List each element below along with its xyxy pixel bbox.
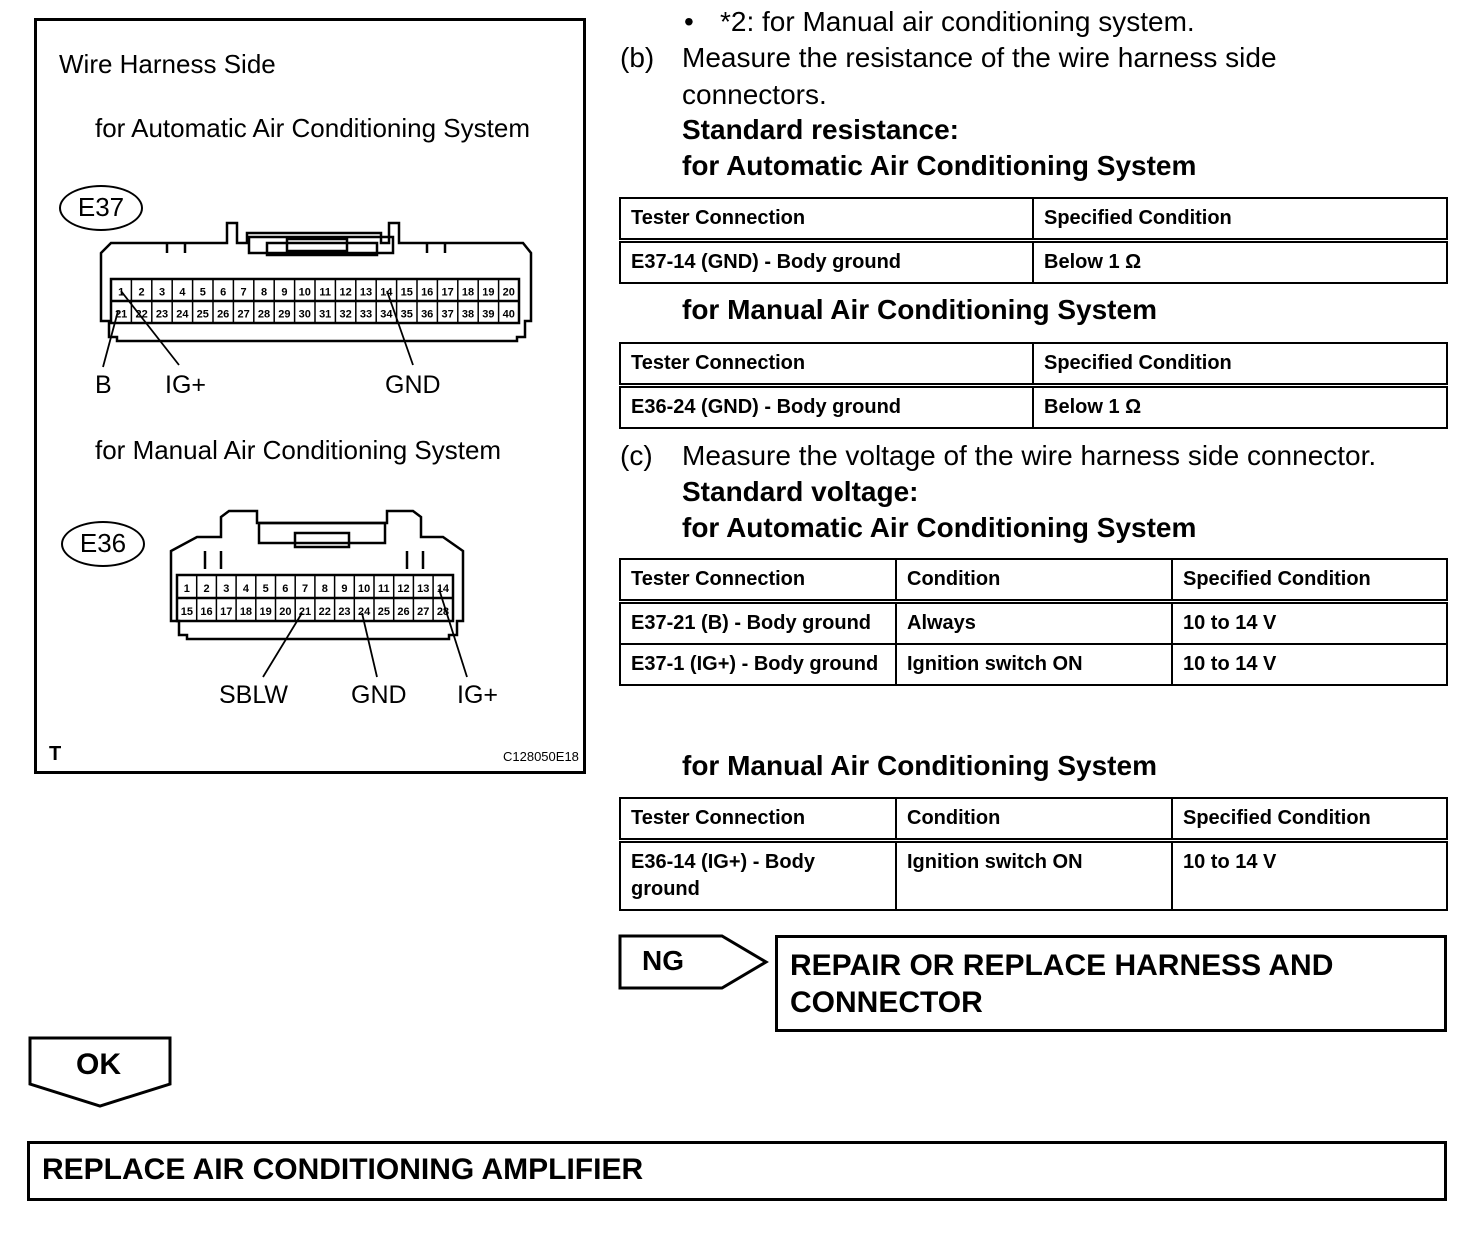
e36-pin-13: 13 xyxy=(417,583,430,596)
e36-pin-18: 18 xyxy=(239,606,253,619)
e37-pin-32: 32 xyxy=(339,308,352,321)
e36-pin-16: 16 xyxy=(200,606,213,619)
e37-pin-28: 28 xyxy=(257,308,271,321)
e37-pin-33: 33 xyxy=(359,308,373,321)
step-b-instruction: Measure the resistance of the wire harness side xyxy=(682,42,1277,73)
table-cell: Below 1 Ω xyxy=(1033,241,1447,284)
e37-gnd-label: GND xyxy=(385,371,441,399)
e36-pin-5: 5 xyxy=(262,583,269,596)
e36-pin-24: 24 xyxy=(358,606,371,619)
table-cell: Always xyxy=(896,602,1172,645)
table-row xyxy=(620,602,1447,645)
ng-action-line2: CONNECTOR xyxy=(790,986,983,1019)
table-header: Tester Connection xyxy=(620,343,1033,386)
diagram-auto-label: for Automatic Air Conditioning System xyxy=(95,113,530,143)
ok-label: OK xyxy=(76,1048,121,1081)
e36-pin-10: 10 xyxy=(358,583,371,596)
e36-pin-22: 22 xyxy=(318,606,331,619)
table-header: Tester Connection xyxy=(620,198,1033,241)
step-c-marker: (c) xyxy=(620,440,653,471)
e37-pin-29: 29 xyxy=(278,308,291,321)
table-row xyxy=(620,644,1447,685)
e36-pin-7: 7 xyxy=(301,583,309,596)
table-header: Condition xyxy=(896,798,1172,841)
e37-pin-26: 26 xyxy=(217,308,230,321)
table-cell: 10 to 14 V xyxy=(1172,841,1447,911)
e37-pin-22: 22 xyxy=(135,308,148,321)
e37-pin-6: 6 xyxy=(220,286,227,299)
resistance-auto-table xyxy=(619,197,1448,284)
e36-gnd-label: GND xyxy=(351,681,407,709)
note-text: *2: for Manual air conditioning system. xyxy=(720,6,1195,37)
ok-action-box: REPLACE AIR CONDITIONING AMPLIFIER xyxy=(27,1141,1447,1201)
e37-pin-37: 37 xyxy=(441,308,454,321)
e37-pin-2: 2 xyxy=(138,286,145,299)
e36-pin-26: 26 xyxy=(397,606,410,619)
e37-pin-3: 3 xyxy=(158,286,166,299)
voltage-manual-subheading: for Manual Air Conditioning System xyxy=(682,750,1157,781)
table-cell: Below 1 Ω xyxy=(1033,386,1447,429)
e37-connector-body xyxy=(101,223,531,341)
table-row xyxy=(620,841,1447,911)
e37-pin-34: 34 xyxy=(380,308,393,321)
e37-pin-40: 40 xyxy=(502,308,515,321)
table-header: Specified Condition xyxy=(1033,343,1447,386)
ng-arrow-icon xyxy=(616,932,772,994)
e37-pin-16: 16 xyxy=(421,286,434,299)
e37-pin-25: 25 xyxy=(196,308,209,321)
table-header: Tester Connection xyxy=(620,559,896,602)
leader-sblw xyxy=(263,613,302,677)
step-c-instruction: Measure the voltage of the wire harness side connector. xyxy=(682,440,1377,471)
diagram-corner-mark: T xyxy=(49,743,62,765)
e37-pin-7: 7 xyxy=(240,286,247,299)
connector-diagram xyxy=(34,18,586,774)
e36-pin-14: 14 xyxy=(436,583,450,596)
e37-pin-39: 39 xyxy=(482,308,495,321)
e36-ig-label: IG+ xyxy=(457,681,498,709)
e36-pin-19: 19 xyxy=(259,606,272,619)
step-b-marker: (b) xyxy=(620,42,655,73)
e37-connector-id: E37 xyxy=(59,185,143,231)
e36-pin-17: 17 xyxy=(220,606,233,619)
e36-pin-15: 15 xyxy=(180,606,193,619)
e37-pin-9: 9 xyxy=(281,286,288,299)
voltage-auto-subheading: for Automatic Air Conditioning System xyxy=(682,512,1197,543)
voltage-manual-table xyxy=(619,797,1448,911)
table-header: Specified Condition xyxy=(1172,559,1447,602)
e36-pin-25: 25 xyxy=(377,606,390,619)
e37-pin-24: 24 xyxy=(176,308,189,321)
e37-pin-20: 20 xyxy=(502,286,515,299)
e37-pin-31: 31 xyxy=(319,308,332,321)
e36-pin-20: 20 xyxy=(279,606,292,619)
e37-pin-19: 19 xyxy=(482,286,495,299)
e36-pin-27: 27 xyxy=(417,606,430,619)
e36-pin-21: 21 xyxy=(298,606,312,619)
e36-connector-body xyxy=(171,511,463,639)
e36-connector-id: E36 xyxy=(61,521,145,567)
e37-pin-10: 10 xyxy=(298,286,311,299)
e36-pin-6: 6 xyxy=(282,583,289,596)
e37-pin-23: 23 xyxy=(155,308,169,321)
standard-resistance-heading: Standard resistance: xyxy=(682,114,959,145)
ng-label: NG xyxy=(642,945,684,976)
figure-code: C128050E18 xyxy=(503,749,579,764)
e36-pin-11: 11 xyxy=(378,583,390,596)
resistance-manual-subheading: for Manual Air Conditioning System xyxy=(682,294,1157,325)
e37-pin-14: 14 xyxy=(380,286,393,299)
table-cell: Ignition switch ON xyxy=(896,644,1172,685)
resistance-manual-table xyxy=(619,342,1448,429)
table-row xyxy=(620,386,1447,429)
e36-pin-23: 23 xyxy=(338,606,351,619)
e37-pin-30: 30 xyxy=(298,308,311,321)
ng-action-line1: REPAIR OR REPLACE HARNESS AND xyxy=(790,949,1334,982)
e36-pin-8: 8 xyxy=(321,583,328,596)
e37-pin-13: 13 xyxy=(359,286,373,299)
e37-pin-11: 11 xyxy=(319,286,332,299)
e37-pin-4: 4 xyxy=(179,286,186,299)
e36-pin-12: 12 xyxy=(397,583,410,596)
e36-pin-1: 1 xyxy=(183,583,190,596)
e37-pin-21: 21 xyxy=(115,308,128,321)
e37-pin-35: 35 xyxy=(400,308,413,321)
e37-pin-18: 18 xyxy=(461,286,475,299)
ng-action-box xyxy=(775,935,1447,1032)
standard-voltage-heading: Standard voltage: xyxy=(682,476,919,507)
diagram-manual-label: for Manual Air Conditioning System xyxy=(95,435,502,465)
table-header: Specified Condition xyxy=(1033,198,1447,241)
e37-pin-36: 36 xyxy=(421,308,434,321)
note-bullet: • xyxy=(684,6,694,37)
e37-ig-label: IG+ xyxy=(165,371,206,399)
diagram-title: Wire Harness Side xyxy=(59,49,276,79)
table-cell: E36-24 (GND) - Body ground xyxy=(620,386,1033,429)
e37-pin-8: 8 xyxy=(260,286,268,299)
e37-pin-27: 27 xyxy=(237,308,250,321)
voltage-auto-table xyxy=(619,558,1448,686)
e37-pin-17: 17 xyxy=(441,286,454,299)
table-cell: E37-1 (IG+) - Body ground xyxy=(620,644,896,685)
resistance-auto-subheading: for Automatic Air Conditioning System xyxy=(682,150,1197,181)
e37-pin-15: 15 xyxy=(400,286,413,299)
step-b-instruction-cont: connectors. xyxy=(682,79,827,110)
table-cell: 10 to 14 V xyxy=(1172,602,1447,645)
e37-pin-5: 5 xyxy=(199,286,206,299)
table-header: Condition xyxy=(896,559,1172,602)
e36-pin-4: 4 xyxy=(242,583,250,596)
table-cell: E37-21 (B) - Body ground xyxy=(620,602,896,645)
e36-pin-28: 28 xyxy=(436,606,450,619)
table-header: Specified Condition xyxy=(1172,798,1447,841)
table-cell: E36-14 (IG+) - Body ground xyxy=(620,841,896,911)
leader-gnd-e36 xyxy=(362,613,377,677)
table-row xyxy=(620,241,1447,284)
e36-pin-9: 9 xyxy=(341,583,348,596)
table-cell: E37-14 (GND) - Body ground xyxy=(620,241,1033,284)
e37-b-label: B xyxy=(95,371,112,399)
e36-pin-3: 3 xyxy=(223,583,230,596)
e36-pin-2: 2 xyxy=(203,583,210,596)
e37-pin-1: 1 xyxy=(118,286,125,299)
e36-sblw-label: SBLW xyxy=(219,681,288,709)
e37-pin-38: 38 xyxy=(461,308,475,321)
table-cell: Ignition switch ON xyxy=(896,841,1172,911)
e37-pin-12: 12 xyxy=(339,286,352,299)
table-cell: 10 to 14 V xyxy=(1172,644,1447,685)
table-header: Tester Connection xyxy=(620,798,896,841)
